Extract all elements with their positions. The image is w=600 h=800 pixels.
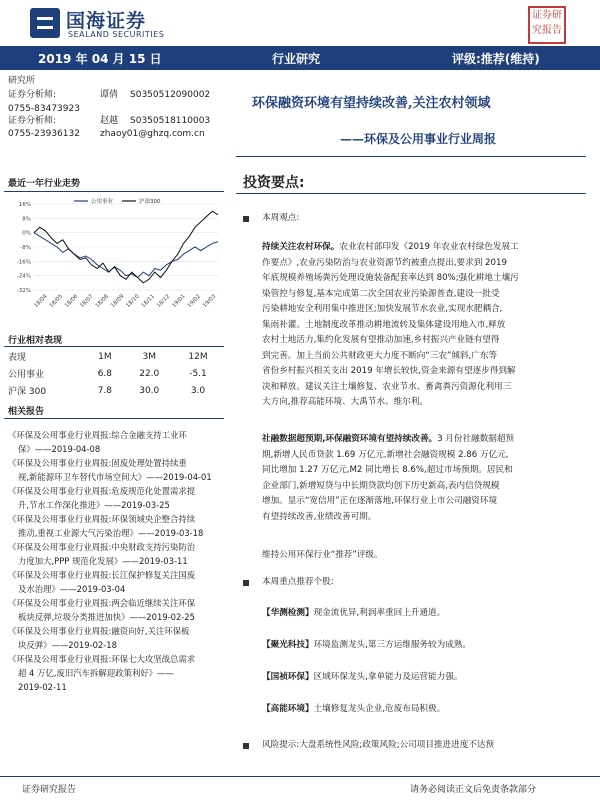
main-divider — [236, 193, 586, 194]
analyst-1-name: 谭倩 — [100, 90, 119, 100]
report-rating: 评级:推荐(维持) — [452, 52, 540, 66]
table-header-row — [4, 348, 222, 365]
title-divider — [236, 156, 586, 157]
analyst-2-name: 赵越 — [100, 116, 119, 126]
y-tick-label: -8% — [20, 245, 31, 251]
analyst-1-phone: 0755-83473923 — [8, 104, 80, 114]
legend-label-csi300: 沪深300 — [139, 199, 161, 205]
report-title: 环保融资环境有望持续改善,关注农村领域 — [252, 96, 491, 111]
table-cell: 7.8 — [97, 385, 113, 396]
header-bar — [0, 46, 600, 70]
pick-item: 【华测检测】现金流优异,利润率重回上升通道。 — [262, 608, 446, 618]
list-item[interactable]: 视,新能源环卫车替代市场空间大》——2019-04-01 — [18, 472, 212, 482]
pick-name[interactable]: 【高能环境】 — [262, 704, 314, 714]
bullet-icon — [243, 216, 249, 222]
trend-chart — [4, 194, 226, 324]
paragraph-line: 年底规模养殖场粪污处理设施装备配套率达到 80%;强化耕地土壤污 — [262, 273, 519, 283]
pick-item: 【高能环境】土壤修复龙头企业,危废布局积极。 — [262, 704, 446, 714]
brand-logo-icon — [30, 8, 60, 38]
pick-item: 【聚光科技】环境监测龙头,第三方运维服务较为成熟。 — [262, 640, 471, 650]
performance-divider — [4, 346, 224, 347]
x-tick-label: 19/02 — [186, 293, 203, 310]
x-tick-label: 18/05 — [48, 293, 65, 310]
weekly-view-title: 本周观点: — [262, 213, 300, 223]
table-cell: 22.0 — [139, 368, 160, 379]
table-row — [4, 365, 222, 382]
paragraph-line: 决和释放。建议关注土壤修复、农业节水、畜禽粪污资源化利用三 — [262, 381, 512, 392]
x-tick-label: 18/12 — [155, 293, 172, 310]
paragraph-line: 染管控与修复,基本完成第二次全国农业污染源普查,建设一批受 — [262, 288, 500, 299]
table-cell: 30.0 — [139, 385, 160, 396]
list-item[interactable]: 2019-02-11 — [18, 682, 67, 692]
pick-item: 【国祯环保】区域环保龙头,拿单能力及运营能力强。 — [262, 672, 463, 682]
paragraph-line: 集雨补灌。土地制度改革推动耕地流转及集体建设用地入市,释放 — [262, 319, 506, 330]
x-tick-label: 19/03 — [201, 293, 218, 310]
table-header-cell: 1M — [98, 351, 112, 362]
list-item[interactable]: 及水治理》——2019-03-04 — [18, 584, 126, 594]
list-item[interactable]: 《环保及公用事业行业周报:综合金融支持工业环 — [8, 430, 187, 440]
paragraph-rural — [262, 240, 582, 411]
paragraph-line: 同比增加 1.27 万亿元,M2 同比增长 8.6%,超过市场预期。居民和 — [262, 465, 513, 475]
list-item[interactable]: 推动,重视工业源大气污染治理》——2019-03-18 — [18, 528, 204, 538]
bullet-icon — [243, 743, 249, 749]
paragraph-line: 有望持续改善,业绩改善可期。 — [262, 511, 377, 522]
related-divider — [4, 418, 224, 419]
paragraph-line: 农村土地活力,集约化发展有望推动加速,乡村振兴产业链有望得 — [262, 335, 500, 345]
list-item[interactable]: 《环保及公用事业行业周报:环保七大攻坚战总需求 — [8, 654, 196, 664]
performance-table — [4, 348, 222, 399]
analyst-1-role: 证券分析师: — [8, 90, 57, 100]
trend-divider — [4, 191, 224, 192]
y-tick-label: -24% — [16, 273, 31, 280]
table-cell: 3.0 — [190, 385, 206, 396]
paragraph-line: 污染耕地安全利用集中推进区;加快发展节水农业,实现水肥耦合, — [262, 304, 503, 314]
x-tick-label: 18/11 — [140, 293, 157, 310]
series-line-utilities — [34, 233, 218, 278]
analyst-1-cert: S0350512090002 — [130, 90, 211, 100]
analyst-2-email[interactable]: zhaoy01@ghzq.com.cn — [100, 129, 205, 139]
list-item[interactable]: 升,节水工作深化推进》——2019-03-25 — [18, 500, 170, 510]
analyst-2-role: 证券分析师: — [8, 116, 57, 126]
table-cell: -5.1 — [189, 368, 207, 379]
table-header-cell: 3M — [142, 351, 157, 362]
related-report-list — [8, 428, 226, 694]
footer-left: 证券研究报告 — [22, 785, 77, 795]
x-tick-label: 18/06 — [63, 293, 80, 310]
list-item[interactable]: 《环保及公用事业行业周报:中央财政支持污染防治 — [8, 542, 196, 552]
y-tick-label: -16% — [16, 259, 31, 266]
institute-label: 研究所 — [8, 76, 36, 86]
table-header-cell: 12M — [188, 351, 208, 362]
list-item[interactable]: 块反弹》——2019-02-18 — [18, 640, 117, 650]
legend-label-utilities: 公用事业 — [91, 199, 114, 205]
list-item[interactable]: 超 4 万亿,废旧汽车拆解迎政策利好》—— — [18, 668, 174, 678]
x-tick-label: 18/07 — [79, 293, 95, 310]
paragraph-line: 企业部门,新增短贷与中长期贷款均创下历史新高,表内信贷规模 — [262, 480, 500, 491]
analyst-2-phone: 0755-23936132 — [8, 129, 80, 139]
trend-section-title: 最近一年行业走势 — [8, 179, 81, 189]
table-cell: 6.8 — [97, 368, 113, 379]
pick-name[interactable]: 【聚光科技】 — [262, 640, 314, 650]
footer-disclaimer: 请务必阅读正文后免责条款部分 — [410, 785, 537, 795]
paragraph-line: 省份乡村振兴相关支出 2019 年增长较快,资金来源有望逐步得到解 — [262, 366, 516, 376]
paragraph-line: 作要点》,农业污染防治与农业资源节约被重点提出,要求到 2019 — [262, 257, 507, 268]
list-item[interactable]: 板块反弹,垃圾分类推进加快》——2019-02-25 — [18, 612, 195, 622]
list-item[interactable]: 保》——2019-04-08 — [18, 444, 101, 454]
report-subtitle: ——环保及公用事业行业周报 — [340, 132, 497, 146]
list-item[interactable]: 《环保及公用事业行业周报:固废处理处置持续重 — [8, 458, 187, 468]
x-tick-label: 18/04 — [33, 293, 49, 310]
report-stamp: 证券研究报告 — [528, 6, 566, 44]
list-item[interactable]: 《环保及公用事业行业周报:融资向好,关注环保板 — [8, 626, 190, 636]
x-tick-label: 19/01 — [171, 293, 187, 310]
analyst-2-cert: S0350518110003 — [130, 116, 211, 126]
x-tick-label: 18/08 — [94, 293, 111, 310]
brand-name-en: SEALAND SECURITIES — [68, 30, 165, 39]
y-tick-label: 8% — [22, 216, 31, 223]
pick-name[interactable]: 【华测检测】 — [262, 608, 314, 618]
related-section-title: 相关报告 — [8, 407, 45, 417]
report-date: 2019 年 04 月 15 日 — [38, 52, 162, 66]
y-tick-label: -32% — [16, 288, 31, 294]
list-item[interactable]: 力度加大,PPP 规范化发展》——2019-03-11 — [18, 556, 188, 566]
brand-name: 国海证券 — [66, 10, 147, 32]
paragraph-line: 增加。显示“宽信用”正在逐渐落地,环保行业上市公司融资环境 — [262, 496, 498, 506]
paragraph-lead: 持续关注农村环保。 — [262, 242, 340, 252]
investment-heading: 投资要点: — [243, 175, 305, 191]
paragraph-line: 社融数据超预期,环保融资环境有望持续改善。3 月份社融数据超预 — [262, 434, 515, 444]
bullet-icon — [243, 580, 249, 586]
paragraph-line: 到完善。加上当前公共财政更大力度不断向“三农”倾斜,广东等 — [262, 350, 498, 361]
paragraph-lead: 社融数据超预期,环保融资环境有望持续改善。 — [262, 434, 438, 444]
footer-divider — [0, 776, 600, 777]
paragraph-financing — [262, 432, 582, 525]
performance-section-title: 行业相对表现 — [8, 336, 63, 346]
x-tick-label: 18/10 — [125, 293, 141, 310]
y-tick-label: 16% — [18, 202, 31, 208]
x-tick-label: 18/09 — [109, 293, 126, 310]
list-item[interactable]: 《环保及公用事业行业周报:环保领域央企整合持续 — [8, 514, 196, 524]
risk-warning: 风险提示:大盘系统性风险;政策风险;公司项目推进进度不达预 — [262, 740, 495, 750]
picks-title: 本周重点推荐个股: — [262, 577, 334, 587]
list-item[interactable]: 《环保及公用事业行业周报:长江保护修复关注国废 — [8, 570, 196, 580]
table-row — [4, 382, 222, 399]
report-category: 行业研究 — [272, 52, 321, 66]
list-item[interactable]: 《环保及公用事业行业周报:两会临近继续关注环保 — [8, 598, 196, 608]
list-item[interactable]: 《环保及公用事业行业周报:危废规范化处置需求提 — [8, 486, 196, 496]
table-cell: 公用事业 — [8, 370, 45, 380]
table-cell: 沪深 300 — [8, 387, 47, 397]
paragraph-line: 持续关注农村环保。农业农村部印发《2019 年农业农村绿色发展工 — [262, 242, 519, 252]
y-tick-label: 0% — [22, 230, 31, 237]
paragraph-line: 期,新增人民币贷款 1.69 万亿元,新增社会融资规模 2.86 万亿元, — [262, 449, 509, 460]
table-header-cell: 表现 — [8, 353, 27, 363]
paragraph-line: 大方向,推荐高能环境、大禹节水、维尔利。 — [262, 397, 429, 407]
rating-statement: 维持公用环保行业“推荐”评级。 — [262, 550, 383, 560]
pick-name[interactable]: 【国祯环保】 — [262, 672, 314, 682]
